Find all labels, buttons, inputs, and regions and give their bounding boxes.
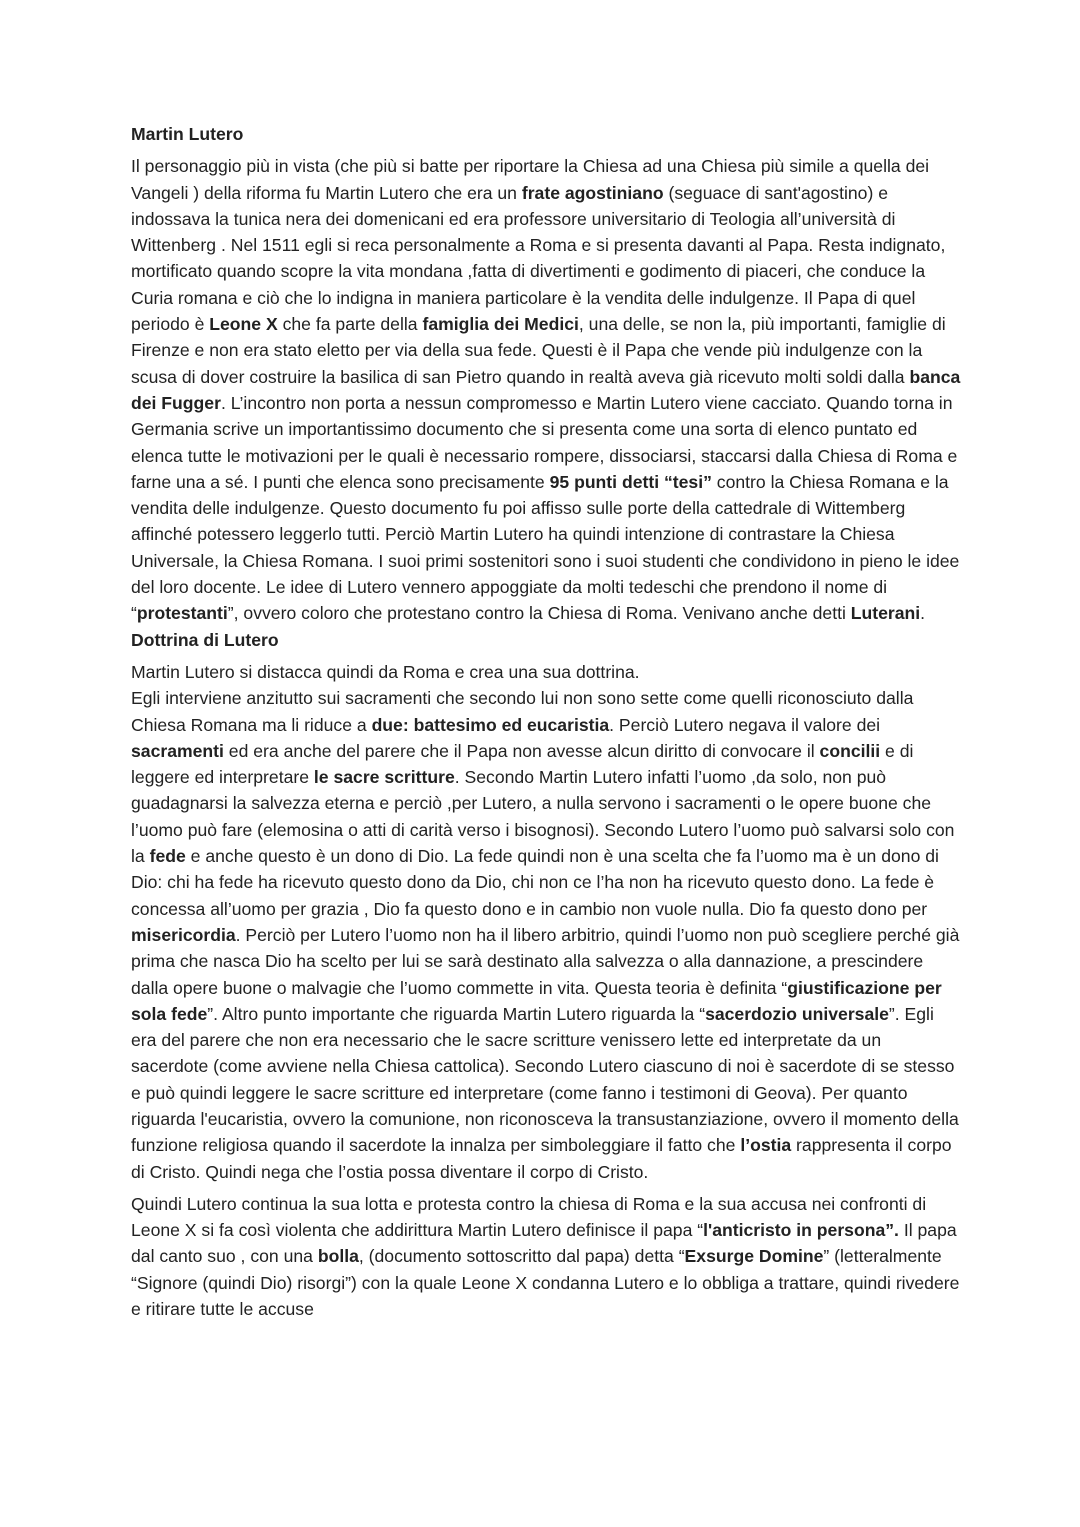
section-title-dottrina: Dottrina di Lutero: [131, 629, 279, 650]
text-run: rappresenta il corpo di Cristo. Quindi nega che l’ostia possa diventare il corpo di Cristo.: [131, 1135, 952, 1182]
bold-text: le sacre scritture: [313, 767, 455, 788]
bold-text: frate agostiniano: [521, 182, 664, 203]
text-run: ed era anche del parere che il Papa non avesse alcun diritto di convocare il: [223, 740, 820, 761]
bold-text: l’ostia: [740, 1135, 792, 1156]
text-run: (seguace di sant'agostino) e indossava la tunica nera dei domenicani ed era professore universitario di Teologia all’università di Wittenberg . Nel 1511 egli si reca personalmente a Roma e si presenta davanti al Papa. Resta indignato, mortificato quando scopre la vita mondana ,fatta di divertimenti e godimento di piaceri, che conduce la Curia romana e ciò che lo indigna in maniera particolare è la vendita delle indulgenze. Il Papa di quel periodo è: [131, 182, 946, 335]
text-run: . Perciò per Lutero l’uomo non ha il libero arbitrio, quindi l’uomo non può scegliere perché già prima che nasca Dio ha scelto per lui se sarà destinato alla salvezza o alla dannazione, a prescindere dalla opere buone o malvagie che l’uomo commette in vita. Questa teoria è definita “: [131, 924, 960, 998]
text-run: Martin Lutero si distacca quindi da Roma e crea una sua dottrina.: [131, 661, 640, 682]
bold-text: Leone X: [209, 314, 278, 335]
text-run: , una delle, se non la, più importanti, famiglie di Firenze e non era stato eletto per via della sua fede. Questi è il Papa che vende più indulgenze con la scusa di dover costruire la basilica di san Pietro quando in realtà aveva già ricevuto molti soldi dalla: [131, 314, 946, 387]
text-run: ” (letteralmente “Signore (quindi Dio) risorgi”) con la quale Leone X condanna Lutero e lo obbliga a trattare, quindi rivedere e ritirare tutte le accuse: [131, 1246, 960, 1320]
bold-text: Exsurge Domine: [684, 1246, 824, 1267]
text-run: .: [920, 603, 926, 624]
text-run: Quindi Lutero continua la sua lotta e protesta contro la chiesa di Roma e la sua accusa nei confronti di Leone X si fa così violenta che addirittura Martin Lutero definisce il papa “: [131, 1193, 927, 1241]
paragraph-bolla: [131, 1191, 961, 1322]
text-run: contro la Chiesa Romana e la vendita delle indulgenze. Questo documento fu poi affisso sulle porte della cattedrale di Wittemberg affinché potessero leggerlo tutti. Perciò Martin Lutero ha quindi intenzione di contrastare la Chiesa Universale, la Chiesa Romana. I suoi primi sostenitori sono i suoi studenti che condividono in pieno le idee del loro docente. Le idee di Lutero vennero appoggiate da molti tedeschi che prendono il nome di “: [131, 471, 960, 624]
text-run: Il personaggio più in vista (che più si batte per riportare la Chiesa ad una Chiesa più simile a quella dei Vangeli ) della riforma fu Martin Lutero che era un: [131, 156, 930, 203]
paragraph-dottrina-intro: [131, 659, 961, 685]
text-run: , (documento sottoscritto dal papa) detta “: [358, 1246, 685, 1267]
text-run: ”. Egli era del parere che non era necessario che le sacre scritture venissero lette ed interpretate da un sacerdote (come avviene nella Chiesa cattolica). Secondo Lutero ciascuno di noi è sacerdote di se stesso e può quindi leggere le sacre scritture ed interpretare (come fanno i testimoni di Geova). Per quanto riguarda l'eucaristia, ovvero la comunione, non riconosceva la transustanziazione, ovvero il momento della funzione religiosa quando il sacerdote la innalza per simboleggiare il fatto che: [131, 1003, 959, 1156]
bold-text: l'anticristo in persona”.: [703, 1220, 899, 1241]
text-run: e di leggere ed interpretare: [131, 740, 914, 788]
bold-text: famiglia dei Medici: [422, 314, 579, 335]
text-run: Egli interviene anzitutto sui sacramenti che secondo lui non sono sette come quelli riconosciuto dalla Chiesa Romana ma li riduce a: [131, 688, 914, 735]
text-run: . Perciò Lutero negava il valore dei: [609, 714, 881, 735]
section-title-martin-lutero: Martin Lutero: [131, 124, 244, 144]
text-run: che fa parte della: [277, 314, 423, 335]
bold-text: concilii: [819, 740, 881, 761]
text-run: . L’incontro non porta a nessun compromesso e Martin Lutero viene cacciato. Quando torna in Germania scrive un importantissimo documento che si presenta come una sorta di elenco puntato ed elenca tutte le motivazioni per le quali è necessario rompere, dissociarsi, staccarsi dalla Chiesa di Roma e farne una a sé. I punti che elenca sono precisamente: [131, 392, 958, 492]
document-page: [131, 121, 961, 1322]
bold-text: due: battesimo ed eucaristia: [371, 714, 610, 735]
bold-text: banca dei Fugger: [131, 366, 961, 413]
text-run: e anche questo è un dono di Dio. La fede quindi non è una scelta che fa l’uomo ma è un dono di Dio: chi ha fede ha ricevuto questo dono da Dio, chi non ce l’ha non ha ricevuto questo dono. La fede è concessa all’uomo per grazia , Dio fa questo dono e in cambio non vuole nulla. Dio fa questo dono per: [131, 846, 939, 919]
paragraph-dottrina-body: [131, 685, 961, 1185]
paragraph-martin-lutero: [131, 153, 961, 626]
text-run: ”. Altro punto importante che riguarda Martin Lutero riguarda la “: [207, 1003, 706, 1024]
bold-text: fede: [149, 846, 186, 867]
bold-text: sacerdozio universale: [705, 1003, 889, 1024]
bold-text: 95 punti detti “tesi”: [549, 471, 712, 492]
bold-text: misericordia: [131, 924, 236, 945]
bold-text: protestanti: [136, 603, 228, 624]
bold-text: bolla: [317, 1246, 359, 1267]
bold-text: Luterani: [850, 603, 921, 624]
text-run: ”, ovvero coloro che protestano contro la Chiesa di Roma. Venivano anche detti: [227, 603, 851, 624]
bold-text: giustificazione per sola fede: [131, 977, 942, 1024]
text-run: Il papa dal canto suo , con una: [131, 1220, 957, 1267]
text-run: . Secondo Martin Lutero infatti l’uomo ,da solo, non può guadagnarsi la salvezza eterna e perciò ,per Lutero, a nulla servono i sacramenti o le opere buone che l’uomo può fare (elemosina o atti di carità verso i bisognosi). Secondo Lutero l’uomo può salvarsi solo con la: [131, 767, 955, 867]
bold-text: sacramenti: [131, 740, 224, 761]
